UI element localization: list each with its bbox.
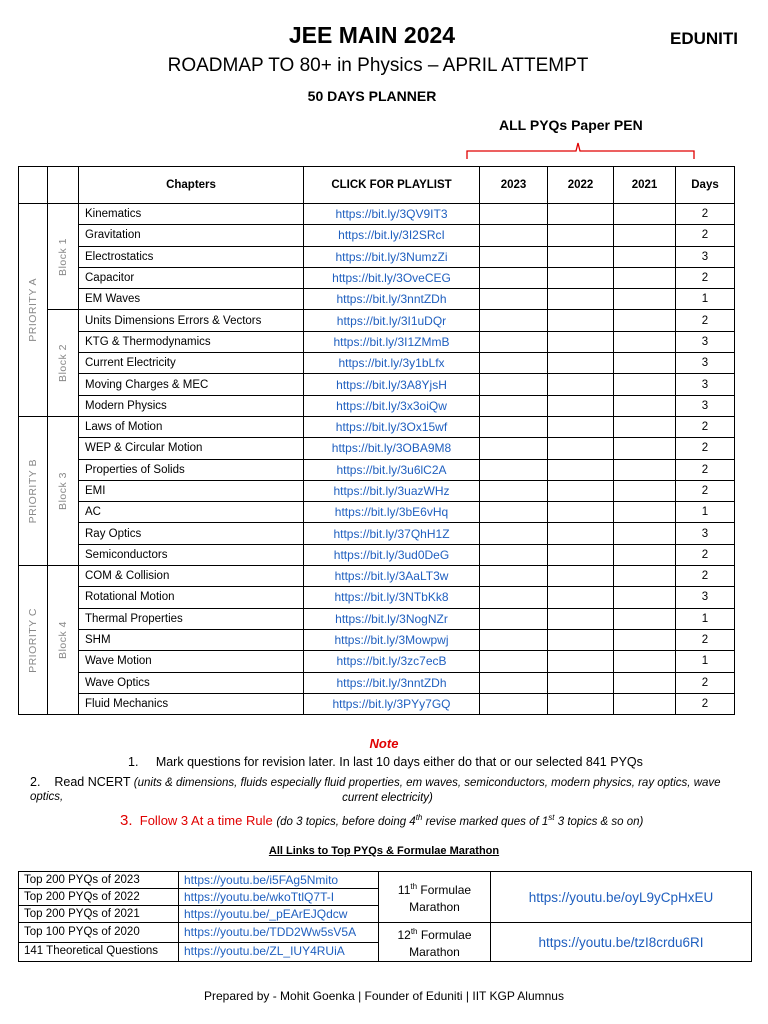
table-row [19, 587, 735, 608]
pyq-2023-cell[interactable] [480, 459, 548, 480]
pyq-2023-cell[interactable] [480, 225, 548, 246]
pyq-2021-cell[interactable] [614, 693, 676, 714]
pyq-2021-cell[interactable] [614, 310, 676, 331]
playlist-link[interactable]: https://bit.ly/3I1ZMmB [304, 331, 480, 352]
pyq-2021-cell[interactable] [614, 502, 676, 523]
pyq-2022-cell[interactable] [548, 587, 614, 608]
table-row [19, 225, 735, 246]
playlist-link[interactable]: https://bit.ly/3I1uDQr [304, 310, 480, 331]
table-row [19, 566, 735, 587]
page-subtitle: ROADMAP TO 80+ in Physics – APRIL ATTEMPT [167, 55, 589, 76]
days-cell: 2 [676, 459, 735, 480]
header-2021: 2021 [614, 167, 676, 204]
table-row [19, 672, 735, 693]
days-cell: 2 [676, 544, 735, 565]
pyq-2023-cell[interactable] [480, 310, 548, 331]
playlist-link[interactable]: https://bit.ly/3QV9IT3 [304, 204, 480, 225]
pyq-2021-cell[interactable] [614, 374, 676, 395]
chapter-cell: Moving Charges & MEC [79, 374, 304, 395]
link-label: Top 200 PYQs of 2021 [19, 906, 179, 923]
planner-table [18, 166, 735, 715]
pyq-2021-cell[interactable] [614, 246, 676, 267]
marathon-11-link[interactable]: https://youtu.be/oyL9yCpHxEU [491, 872, 752, 923]
playlist-link[interactable]: https://bit.ly/3OveCEG [304, 267, 480, 288]
pyq-2021-cell[interactable] [614, 629, 676, 650]
pyq-link[interactable]: https://youtu.be/i5FAg5Nmito [179, 872, 379, 889]
pyq-2023-cell[interactable] [480, 204, 548, 225]
days-cell: 3 [676, 353, 735, 374]
chapter-cell: KTG & Thermodynamics [79, 331, 304, 352]
pyq-2023-cell[interactable] [480, 267, 548, 288]
header-priority [19, 167, 48, 204]
chapter-cell: EMI [79, 480, 304, 501]
pyq-2022-cell[interactable] [548, 544, 614, 565]
playlist-link[interactable]: https://bit.ly/3uazWHz [304, 480, 480, 501]
days-cell: 2 [676, 693, 735, 714]
brace-icon [466, 137, 696, 161]
chapter-cell: Units Dimensions Errors & Vectors [79, 310, 304, 331]
pyq-2021-cell[interactable] [614, 651, 676, 672]
marathon-12-label: 12th Formulae Marathon [379, 923, 491, 962]
pyq-2023-cell[interactable] [480, 672, 548, 693]
pyq-2022-cell[interactable] [548, 502, 614, 523]
chapter-cell: Laws of Motion [79, 416, 304, 437]
pyq-2021-cell[interactable] [614, 566, 676, 587]
header-block [48, 167, 79, 204]
days-cell: 2 [676, 225, 735, 246]
playlist-link[interactable]: https://bit.ly/3Ox15wf [304, 416, 480, 437]
pyq-2022-cell[interactable] [548, 459, 614, 480]
table-row [19, 502, 735, 523]
pyq-2021-cell[interactable] [614, 459, 676, 480]
pyq-2023-cell[interactable] [480, 246, 548, 267]
header-chapters: Chapters [79, 167, 304, 204]
chapter-cell: Current Electricity [79, 353, 304, 374]
pyq-2022-cell[interactable] [548, 438, 614, 459]
planner-label: 50 DAYS PLANNER [307, 88, 437, 104]
marathon-12-link[interactable]: https://youtu.be/tzI8crdu6RI [491, 923, 752, 962]
pyq-2023-cell[interactable] [480, 566, 548, 587]
playlist-link[interactable]: https://bit.ly/3OBA9M8 [304, 438, 480, 459]
playlist-link[interactable]: https://bit.ly/3NTbKk8 [304, 587, 480, 608]
chapter-cell: Modern Physics [79, 395, 304, 416]
pyq-2021-cell[interactable] [614, 267, 676, 288]
link-label: Top 100 PYQs of 2020 [19, 923, 179, 943]
pyq-2023-cell[interactable] [480, 416, 548, 437]
note-2-italic: (units & dimensions, fluids especially fluid properties, em waves, semiconductors, modern physics, ray optics, wave optics, [30, 777, 721, 803]
days-cell: 3 [676, 587, 735, 608]
table-row [19, 310, 735, 331]
table-row [19, 629, 735, 650]
pyq-2023-cell[interactable] [480, 480, 548, 501]
days-cell: 1 [676, 651, 735, 672]
playlist-link[interactable]: https://bit.ly/3u6lC2A [304, 459, 480, 480]
pyq-2023-cell[interactable] [480, 289, 548, 310]
table-row [19, 416, 735, 437]
days-cell: 2 [676, 204, 735, 225]
playlist-link[interactable]: https://bit.ly/3AaLT3w [304, 566, 480, 587]
table-row [19, 204, 735, 225]
days-cell: 2 [676, 480, 735, 501]
pyq-2022-cell[interactable] [548, 310, 614, 331]
note-1-number: 1. [128, 755, 139, 769]
days-cell: 1 [676, 289, 735, 310]
pyq-2022-cell[interactable] [548, 672, 614, 693]
link-label: 141 Theoretical Questions [19, 942, 179, 962]
priority-label: PRIORITY B [19, 416, 48, 565]
playlist-link[interactable]: https://bit.ly/3NogNZr [304, 608, 480, 629]
pyq-2023-cell[interactable] [480, 438, 548, 459]
days-cell: 2 [676, 310, 735, 331]
chapter-cell: SHM [79, 629, 304, 650]
pyq-2022-cell[interactable] [548, 629, 614, 650]
chapter-cell: AC [79, 502, 304, 523]
table-row [19, 693, 735, 714]
pyq-link[interactable]: https://youtu.be/_pEArEJQdcw [179, 906, 379, 923]
playlist-link[interactable]: https://bit.ly/3zc7ecB [304, 651, 480, 672]
brand-name: EDUNITI [670, 29, 738, 48]
days-cell: 3 [676, 523, 735, 544]
days-cell: 3 [676, 246, 735, 267]
priority-label: PRIORITY A [19, 204, 48, 417]
pyq-link[interactable]: https://youtu.be/ZL_IUY4RUiA [179, 942, 379, 962]
chapter-cell: WEP & Circular Motion [79, 438, 304, 459]
table-row [19, 923, 752, 943]
chapter-cell: Capacitor [79, 267, 304, 288]
pyq-2022-cell[interactable] [548, 246, 614, 267]
link-label: Top 200 PYQs of 2023 [19, 872, 179, 889]
note-2-number: 2. [30, 775, 41, 789]
chapter-cell: Ray Optics [79, 523, 304, 544]
chapter-cell: Kinematics [79, 204, 304, 225]
pyq-2021-cell[interactable] [614, 523, 676, 544]
pyq-2021-cell[interactable] [614, 672, 676, 693]
header-days: Days [676, 167, 735, 204]
chapter-cell: Properties of Solids [79, 459, 304, 480]
playlist-link[interactable]: https://bit.ly/3NumzZi [304, 246, 480, 267]
days-cell: 2 [676, 438, 735, 459]
table-row [19, 267, 735, 288]
table-row [19, 480, 735, 501]
block-label: Block 4 [48, 566, 79, 715]
footer-credit: Prepared by - Mohit Goenka | Founder of Eduniti | IIT KGP Alumnus [204, 989, 564, 1003]
chapter-cell: Semiconductors [79, 544, 304, 565]
block-label: Block 2 [48, 310, 79, 416]
playlist-link[interactable]: https://bit.ly/3x3oiQw [304, 395, 480, 416]
chapter-cell: Gravitation [79, 225, 304, 246]
pyq-2022-cell[interactable] [548, 204, 614, 225]
days-cell: 2 [676, 267, 735, 288]
table-header-row [19, 167, 735, 204]
days-cell: 2 [676, 416, 735, 437]
note-3-text: Follow 3 At a time Rule [139, 813, 273, 828]
pyq-2021-cell[interactable] [614, 331, 676, 352]
note-3-number: 3. [120, 812, 133, 829]
table-row [19, 353, 735, 374]
note-item-3 [120, 812, 643, 829]
note-1-text: Mark questions for revision later. In last 10 days either do that or our selected 841 PYQs [155, 755, 643, 769]
days-cell: 3 [676, 331, 735, 352]
pyq-2021-cell[interactable] [614, 204, 676, 225]
pyq-2021-cell[interactable] [614, 544, 676, 565]
pyq-2022-cell[interactable] [548, 523, 614, 544]
pyq-2023-cell[interactable] [480, 395, 548, 416]
pyq-2021-cell[interactable] [614, 608, 676, 629]
playlist-link[interactable]: https://bit.ly/37QhH1Z [304, 523, 480, 544]
chapter-cell: EM Waves [79, 289, 304, 310]
pyq-2023-cell[interactable] [480, 608, 548, 629]
link-label: Top 200 PYQs of 2022 [19, 889, 179, 906]
table-row [19, 289, 735, 310]
pyq-2022-cell[interactable] [548, 331, 614, 352]
pyq-2023-cell[interactable] [480, 693, 548, 714]
playlist-link[interactable]: https://bit.ly/3y1bLfx [304, 353, 480, 374]
pyq-2023-cell[interactable] [480, 544, 548, 565]
links-heading: All Links to Top PYQs & Formulae Marathon [268, 845, 500, 857]
table-row [19, 544, 735, 565]
chapter-cell: Rotational Motion [79, 587, 304, 608]
playlist-link[interactable]: https://bit.ly/3PYy7GQ [304, 693, 480, 714]
pyq-2021-cell[interactable] [614, 416, 676, 437]
pyq-link[interactable]: https://youtu.be/wkoTtlQ7T-I [179, 889, 379, 906]
pyq-2022-cell[interactable] [548, 651, 614, 672]
days-cell: 2 [676, 672, 735, 693]
pyq-2021-cell[interactable] [614, 480, 676, 501]
pyq-2021-cell[interactable] [614, 289, 676, 310]
page-title: JEE MAIN 2024 [288, 22, 456, 48]
table-row [19, 523, 735, 544]
playlist-link[interactable]: https://bit.ly/3Mowpwj [304, 629, 480, 650]
days-cell: 3 [676, 374, 735, 395]
table-row [19, 608, 735, 629]
pyq-2021-cell[interactable] [614, 587, 676, 608]
table-row [19, 459, 735, 480]
table-row [19, 438, 735, 459]
note-2-text: Read NCERT [54, 775, 131, 789]
marathon-11-label: 11th Formulae Marathon [379, 872, 491, 923]
table-row [19, 246, 735, 267]
playlist-link[interactable]: https://bit.ly/3nntZDh [304, 672, 480, 693]
block-label: Block 1 [48, 204, 79, 310]
playlist-link[interactable]: https://bit.ly/3ud0DeG [304, 544, 480, 565]
links-table [18, 871, 752, 962]
chapter-cell: COM & Collision [79, 566, 304, 587]
table-row [19, 374, 735, 395]
days-cell: 2 [676, 566, 735, 587]
pyq-2023-cell[interactable] [480, 651, 548, 672]
pyq-2021-cell[interactable] [614, 395, 676, 416]
block-label: Block 3 [48, 416, 79, 565]
pyq-label: ALL PYQs Paper PEN [499, 117, 643, 133]
pyq-2023-cell[interactable] [480, 331, 548, 352]
note-3-italic: (do 3 topics, before doing 4th revise marked ques of 1st 3 topics & so on) [276, 813, 644, 828]
pyq-2023-cell[interactable] [480, 374, 548, 395]
pyq-2023-cell[interactable] [480, 523, 548, 544]
table-row [19, 872, 752, 889]
pyq-2022-cell[interactable] [548, 374, 614, 395]
pyq-2022-cell[interactable] [548, 395, 614, 416]
table-row [19, 395, 735, 416]
playlist-link[interactable]: https://bit.ly/3bE6vHq [304, 502, 480, 523]
days-cell: 2 [676, 629, 735, 650]
playlist-link[interactable]: https://bit.ly/3I2SRcI [304, 225, 480, 246]
pyq-2022-cell[interactable] [548, 289, 614, 310]
pyq-2021-cell[interactable] [614, 353, 676, 374]
pyq-2023-cell[interactable] [480, 353, 548, 374]
pyq-2022-cell[interactable] [548, 693, 614, 714]
chapter-cell: Electrostatics [79, 246, 304, 267]
playlist-link[interactable]: https://bit.ly/3nntZDh [304, 289, 480, 310]
chapter-cell: Fluid Mechanics [79, 693, 304, 714]
pyq-2022-cell[interactable] [548, 267, 614, 288]
pyq-2021-cell[interactable] [614, 438, 676, 459]
pyq-2023-cell[interactable] [480, 629, 548, 650]
chapter-cell: Thermal Properties [79, 608, 304, 629]
pyq-2023-cell[interactable] [480, 587, 548, 608]
pyq-2022-cell[interactable] [548, 225, 614, 246]
pyq-2022-cell[interactable] [548, 566, 614, 587]
note-2-italic-cont: current electricity) [342, 792, 433, 804]
chapter-cell: Wave Optics [79, 672, 304, 693]
header-2023: 2023 [480, 167, 548, 204]
pyq-2023-cell[interactable] [480, 502, 548, 523]
note-item-1 [128, 755, 643, 769]
pyq-2021-cell[interactable] [614, 225, 676, 246]
pyq-2022-cell[interactable] [548, 480, 614, 501]
chapter-cell: Wave Motion [79, 651, 304, 672]
priority-label: PRIORITY C [19, 566, 48, 715]
days-cell: 1 [676, 502, 735, 523]
pyq-2022-cell[interactable] [548, 353, 614, 374]
header-2022: 2022 [548, 167, 614, 204]
days-cell: 1 [676, 608, 735, 629]
table-row [19, 331, 735, 352]
pyq-link[interactable]: https://youtu.be/TDD2Ww5sV5A [179, 923, 379, 943]
pyq-2022-cell[interactable] [548, 608, 614, 629]
playlist-link[interactable]: https://bit.ly/3A8YjsH [304, 374, 480, 395]
table-row [19, 651, 735, 672]
pyq-2022-cell[interactable] [548, 416, 614, 437]
header-playlist: CLICK FOR PLAYLIST [304, 167, 480, 204]
note-heading: Note [369, 736, 399, 751]
days-cell: 3 [676, 395, 735, 416]
